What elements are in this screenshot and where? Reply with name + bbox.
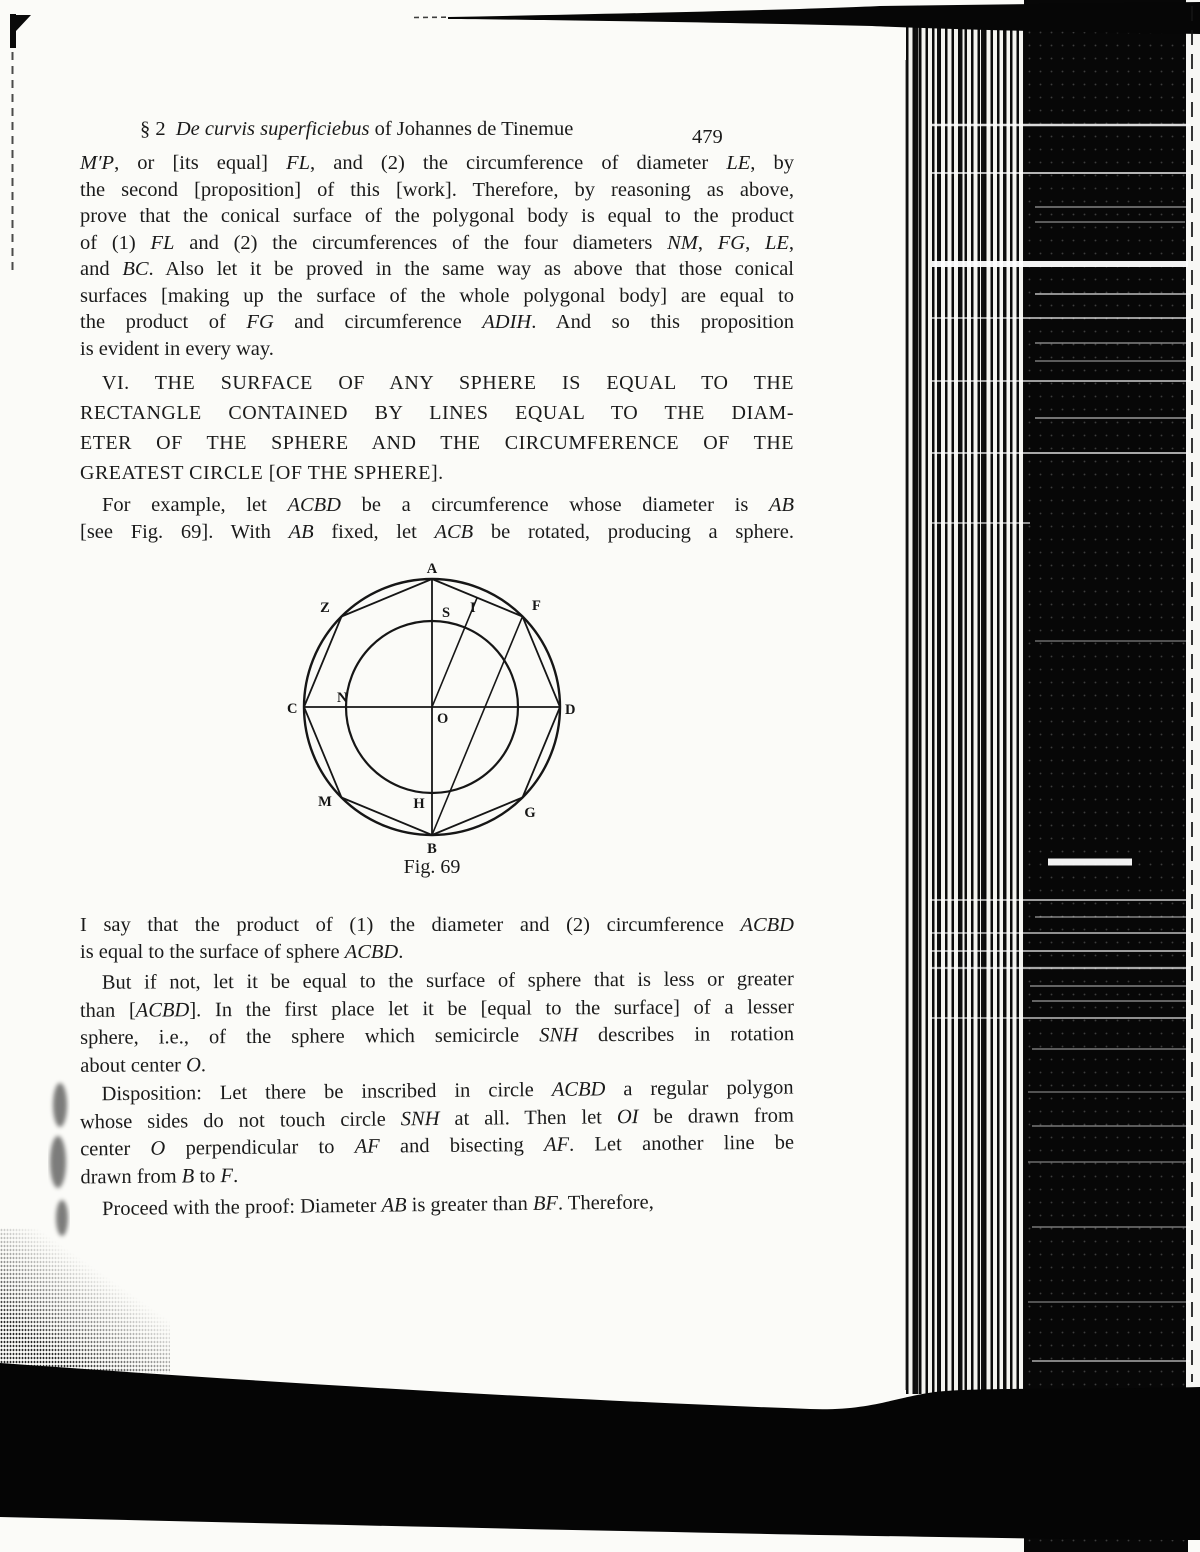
text-line: center O perpendicular to AF and bisecting AF. Let another line be (80, 1131, 795, 1161)
text-line: sphere, i.e., of the sphere which semicircle SNH describes in rotation (80, 1023, 795, 1049)
text-line: RECTANGLE CONTAINED BY LINES EQUAL TO THE DIAM- (80, 402, 794, 424)
text-line: ETER OF THE SPHERE AND THE CIRCUMFERENCE OF THE (80, 432, 794, 454)
label-g: G (524, 805, 536, 821)
scan-right-edge (1186, 0, 1200, 1390)
page-number: 479 (692, 126, 723, 148)
section-mark: § 2 (140, 118, 166, 140)
label-c: C (287, 701, 298, 717)
text-line: is equal to the surface of sphere ACBD. (80, 941, 404, 963)
paragraph (80, 1188, 794, 1223)
text-line: GREATEST CIRCLE [OF THE SPHERE]. (80, 462, 444, 484)
text-line: of (1) FL and (2) the circumferences of the four diameters NM, FG, LE, (80, 231, 795, 254)
text-line: For example, let ACBD be a circumference whose diameter is AB (102, 494, 794, 516)
text-line: surfaces [making up the surface of the whole polygonal body] are equal to (80, 284, 794, 307)
running-title (80, 116, 794, 142)
paragraph (80, 912, 794, 966)
paragraph (79, 1075, 794, 1192)
text-line: [see Fig. 69]. With AB fixed, let ACB be rotated, producing a sphere. (80, 521, 794, 543)
text-line: VI. THE SURFACE OF ANY SPHERE IS EQUAL TO THE (102, 372, 794, 394)
text-line: I say that the product of (1) the diameter and (2) circumference ACBD (80, 914, 794, 936)
paragraph (80, 492, 794, 546)
label-d: D (565, 702, 576, 718)
text-line: M′P, or [its equal] FL, and (2) the circumference of diameter LE, by (80, 152, 794, 174)
corner-flag-mark (10, 14, 31, 272)
label-i: I (470, 600, 476, 616)
page-header (80, 116, 794, 148)
label-n: N (337, 690, 348, 706)
figure-69 (285, 560, 615, 860)
scan-noise-bottom-left (0, 1228, 170, 1373)
proposition-heading (80, 368, 794, 488)
text-line: is evident in every way. (80, 337, 274, 360)
margin-smudges (50, 1083, 68, 1236)
text-line: But if not, let it be equal to the surface of sphere that is less or greater (101, 968, 794, 994)
text-line: and BC. Also let it be proved in the same way as above that those conical (80, 258, 794, 280)
text-line: the second [proposition] of this [work]. Therefore, by reasoning as above, (80, 178, 794, 201)
label-m: M (318, 794, 332, 810)
label-s: S (442, 605, 451, 621)
label-b: B (427, 841, 437, 857)
text-line: Proceed with the proof: Diameter AB is greater than BF. Therefore, (101, 1191, 654, 1221)
label-h: H (413, 796, 425, 812)
text-line: prove that the conical surface of the polygonal body is equal to the product (80, 205, 794, 227)
page-edge-stripes (906, 24, 1026, 1394)
text-line: drawn from B to F. (80, 1164, 239, 1188)
text-line: the product of FG and circumference ADIH. And so this proposition (80, 311, 794, 333)
label-f: F (532, 598, 541, 614)
work-title: De curvis superficiebus (175, 118, 370, 140)
byline: of Johannes de Tinemue (374, 118, 574, 140)
text-line: than [ACBD]. In the first place let it be [equal to the surface] of a lesser (79, 995, 794, 1022)
text-line: about center O. (80, 1053, 207, 1077)
text-line: Disposition: Let there be inscribed in circle ACBD a regular polygon (101, 1076, 794, 1106)
scan-black-column (1024, 0, 1188, 1552)
text-line: whose sides do not touch circle SNH at all. Then let OI be drawn from (79, 1104, 794, 1133)
label-o: O (437, 711, 449, 727)
label-z: Z (320, 600, 330, 616)
label-a: A (426, 561, 438, 577)
paragraph (80, 966, 795, 1080)
figure-caption: Fig. 69 (403, 856, 461, 878)
paragraph (80, 150, 794, 362)
